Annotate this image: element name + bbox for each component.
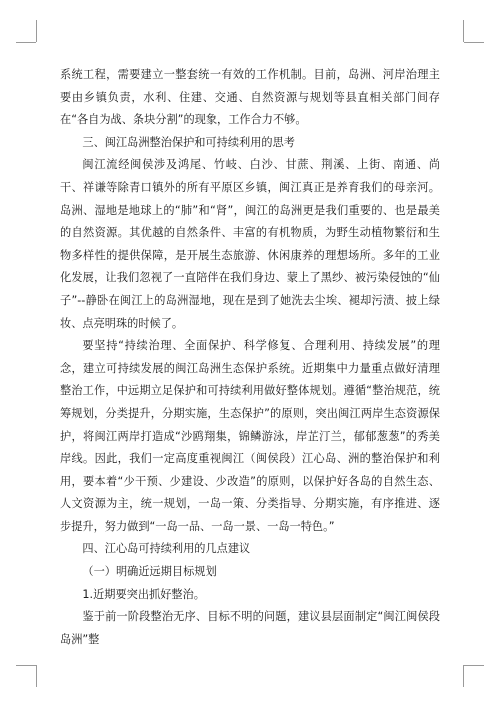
paragraph-continued: 系统工程，需要建立一整套统一有效的工作机制。目前，岛洲、河岸治理主要由乡镇负责，水利、住建、交通、自然资源与规划等县直相关部门间存在“各自为战、条块分割”的现象，工作合力不够。 xyxy=(60,68,440,127)
list-item: 1.近期要突出抓好整治。 xyxy=(82,587,205,601)
crop-mark-top-right xyxy=(464,42,484,43)
paragraph: 要坚持“持续治理、全面保护、科学修复、合理利用、持续发展”的理念，建立可持续发展的闽江岛洲生态保护系统。近期集中力量重点做好清理整治工作，中远期立足保护和可持续利用做好整体规划。遵循“整治规范，统筹规划，分类提升，分期实施，生态保护”的原则，突出闽江两岸生态资源保护，将闽江两岸打造成“沙鸥翔集，锦鳞游泳，岸芷汀兰，郁郁葱葱”的秀美岸线。因此，我们一定高度重视闽江（闽侯段）江心岛、洲的整治保护和利用，要本着“少干预、少建设、少改造”的原则，以保护好各岛的自然生态、人文资源为主，统一规划，一岛一策、分类指导、分期实施，有序推进、逐步提升，努力做到“一岛一品、一岛一景、一岛一特色。” xyxy=(60,339,440,533)
crop-mark-bottom-left xyxy=(16,665,36,666)
paragraph: 闽江流经闽侯涉及鸿尾、竹岐、白沙、甘蔗、荆溪、上街、南通、尚干、祥谦等除青口镇外的所有平原区乡镇，闽江真正是养育我们的母亲河。岛洲、湿地是地球上的“肺”和“肾”，闽江的岛洲更是我们重要的、也是最美的自然资源。其优越的自然条件、丰富的有机物质，为野生动植物繁衍和生物多样性的提供保障，是开展生态旅游、休闲康养的理想场所。多年的工业化发展，让我们忽视了一直陪伴在我们身边、蒙上了黑纱、被污染侵蚀的“仙子”--静卧在闽江上的岛洲湿地，现在是到了她洗去尘埃、褪却污渍、披上绿妆、点亮明珠的时候了。 xyxy=(60,158,440,330)
crop-mark-bottom-left xyxy=(36,665,37,687)
crop-mark-top-right xyxy=(463,20,464,42)
document-body xyxy=(60,64,440,651)
crop-mark-bottom-right xyxy=(463,665,464,687)
section-heading-3: 三、闽江岛洲整治保护和可持续利用的思考 xyxy=(82,135,295,149)
crop-mark-top-left xyxy=(16,42,36,43)
crop-mark-top-left xyxy=(36,20,37,42)
section-heading-4: 四、江心岛可持续利用的几点建议 xyxy=(82,542,251,556)
subheading: （一）明确近远期目标规划 xyxy=(82,565,217,579)
paragraph: 鉴于前一阶段整治无序、目标不明的问题，建议县层面制定“闽江闽侯段岛洲”整 xyxy=(60,610,440,646)
crop-mark-bottom-right xyxy=(464,665,484,666)
